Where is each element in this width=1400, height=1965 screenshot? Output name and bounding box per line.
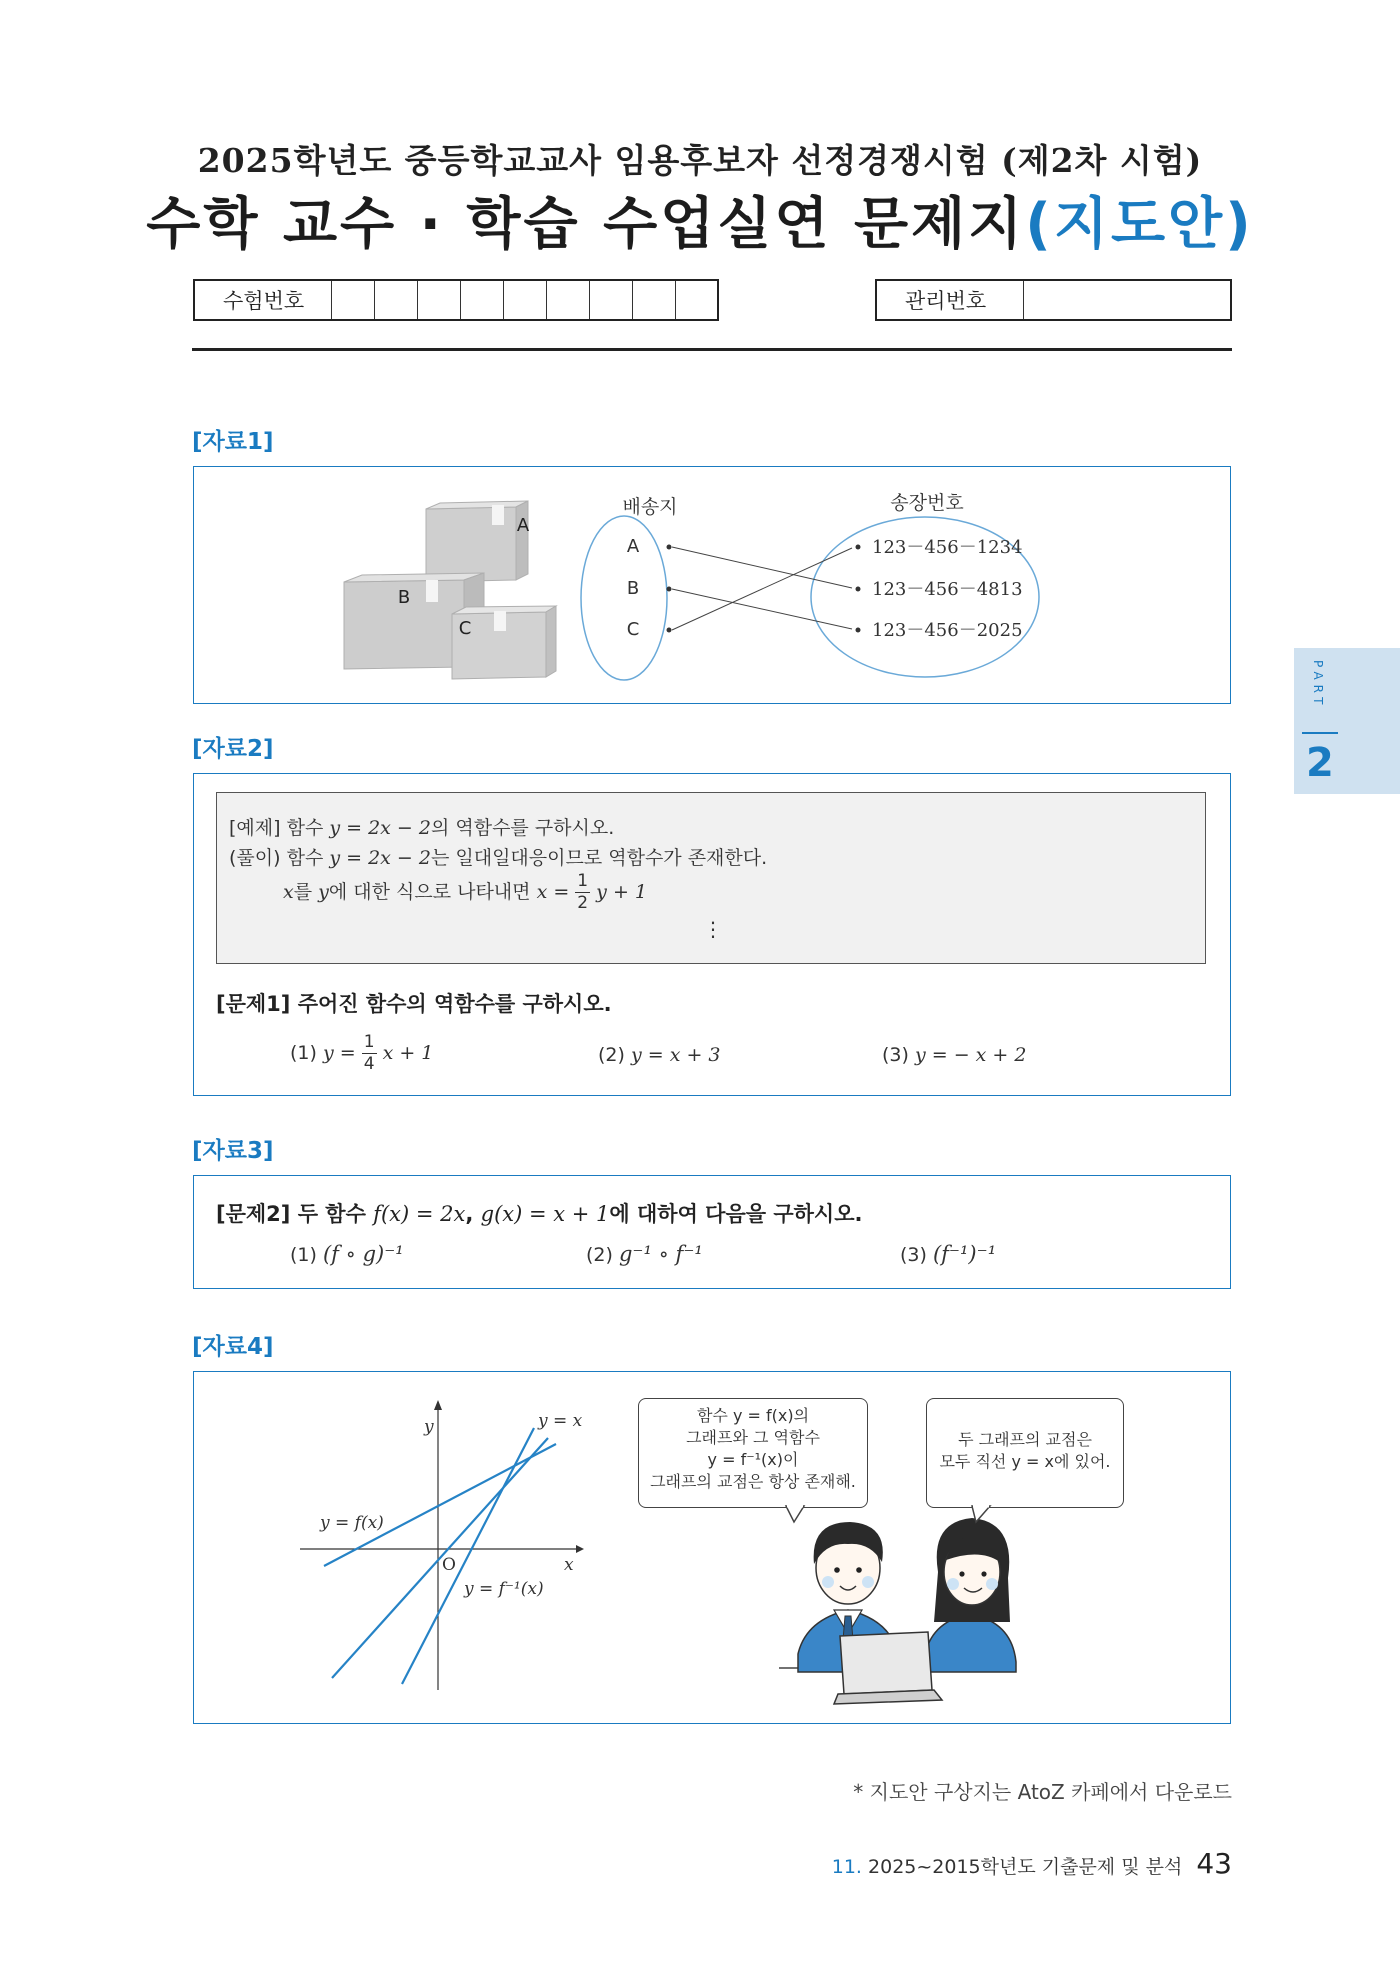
label-y-equals-f: y = f(x)	[320, 1513, 384, 1533]
var-x: x	[283, 881, 294, 903]
left-item-c: C	[626, 619, 640, 640]
exam-number-cell[interactable]	[504, 281, 547, 319]
solution-line	[229, 843, 767, 870]
problem1-title: [문제1] 주어진 함수의 역함수를 구하시오.	[216, 992, 612, 1016]
fraction-one-quarter	[362, 1034, 377, 1073]
problem2-item-2	[586, 1242, 703, 1266]
manage-number-cell[interactable]	[1024, 281, 1230, 319]
solution-prefix: (풀이)	[229, 847, 281, 869]
fraction-numerator: 1	[363, 1032, 375, 1052]
manage-number-label: 관리번호	[877, 281, 1024, 319]
page-number: 43	[1196, 1847, 1232, 1880]
left-dot	[667, 628, 672, 633]
right-dot	[856, 545, 861, 550]
students-illustration	[779, 1518, 1016, 1704]
solution-text: 는 일대일대응이므로 역함수가 존재한다.	[430, 847, 768, 869]
box-label-a: A	[516, 515, 530, 536]
exam-title: 2025학년도 중등학교교사 임용후보자 선정경쟁시험 (제2차 시험)	[197, 141, 1203, 180]
section2-panel	[193, 773, 1231, 1096]
problem2-text: [문제2] 두 함수	[216, 1202, 374, 1226]
box-label-b: B	[397, 587, 411, 608]
problem2-comma: ,	[465, 1202, 481, 1226]
map-arrow-a	[672, 547, 852, 588]
fraction-numerator: 1	[577, 871, 589, 891]
fraction-denominator: 4	[363, 1054, 375, 1074]
right-item-3: 123－456－2025	[872, 620, 1023, 641]
x-axis-arrow	[576, 1545, 584, 1553]
footer-text: 2025~2015학년도 기출문제 및 분석	[868, 1856, 1183, 1878]
function-f: f(x) = 2x	[373, 1202, 466, 1226]
line-f-inverse	[402, 1428, 534, 1684]
y-axis-arrow	[434, 1400, 442, 1410]
section1-label: [자료1]	[192, 429, 274, 455]
exam-number-cell[interactable]	[590, 281, 633, 319]
step-math: x =	[536, 881, 570, 903]
example-box	[216, 792, 1206, 964]
axis-label-x: x	[564, 1555, 574, 1575]
map-arrow-c	[672, 548, 852, 630]
mapping-diagram	[194, 467, 1230, 703]
right-dot	[856, 628, 861, 633]
header-divider	[192, 348, 1232, 351]
left-dot	[667, 545, 672, 550]
item-label: (1)	[290, 1244, 317, 1266]
item-math: y = x + 3	[630, 1044, 721, 1066]
item-math: y =	[322, 1042, 356, 1064]
example-line	[229, 813, 614, 840]
bubble-line: y = f⁻¹(x)이	[707, 1450, 799, 1469]
example-text: 함수	[286, 817, 330, 839]
speech-bubble-girl	[926, 1398, 1124, 1508]
left-item-a: A	[626, 536, 640, 557]
ellipsis: ⋮	[703, 917, 723, 941]
footer-chapter: 11.	[831, 1856, 862, 1878]
item-label: (2)	[586, 1244, 613, 1266]
bubble-line: 두 그래프의 교점은	[958, 1430, 1092, 1449]
axis-label-y: y	[424, 1417, 434, 1437]
exam-number-cell[interactable]	[676, 281, 717, 319]
left-set-ellipse	[581, 516, 667, 680]
right-item-2: 123－456－4813	[872, 579, 1023, 600]
right-set-title: 송장번호	[890, 492, 964, 514]
fraction-one-half	[575, 873, 590, 912]
main-title-paren: (지도안)	[1025, 192, 1254, 257]
label-y-equals-x: y = x	[538, 1411, 583, 1431]
problem2-text: 에 대하여 다음을 구하시오.	[609, 1202, 863, 1226]
function-g: g(x) = x + 1	[480, 1202, 610, 1226]
item-label: (1)	[290, 1042, 317, 1064]
map-arrow-b	[672, 589, 852, 629]
example-text: 의 역함수를 구하시오.	[430, 817, 615, 839]
exam-number-box	[193, 279, 719, 321]
example-prefix: [예제]	[229, 817, 281, 839]
exam-number-label: 수험번호	[195, 281, 332, 319]
section4-panel	[193, 1371, 1231, 1724]
exam-number-cell[interactable]	[375, 281, 418, 319]
exam-number-cell[interactable]	[332, 281, 375, 319]
exam-number-cell[interactable]	[633, 281, 676, 319]
problem2-item-1	[290, 1242, 404, 1266]
page-footer	[832, 1847, 1232, 1880]
exam-number-cell[interactable]	[461, 281, 504, 319]
exam-number-cell[interactable]	[547, 281, 590, 319]
solution-text: 함수	[286, 847, 330, 869]
problem2-item-3	[900, 1242, 996, 1266]
right-item-1: 123－456－1234	[872, 537, 1023, 558]
part-tab-divider	[1302, 732, 1338, 734]
example-function: y = 2x − 2	[329, 817, 431, 839]
section1-panel	[193, 466, 1231, 704]
part-label-text: PART	[1311, 660, 1325, 710]
problem1-item-3	[882, 1044, 1026, 1066]
step-math: y + 1	[596, 881, 647, 903]
item-label: (3)	[900, 1244, 927, 1266]
item-math: g⁻¹ ∘ f⁻¹	[618, 1242, 703, 1266]
bubble-line: 함수 y = f(x)의	[696, 1406, 810, 1425]
exam-number-cell[interactable]	[418, 281, 461, 319]
speech-bubble-boy	[638, 1398, 868, 1508]
item-math: (f ∘ g)⁻¹	[322, 1242, 404, 1266]
box-label-c: C	[458, 618, 472, 639]
item-label: (3)	[882, 1044, 909, 1066]
left-item-b: B	[626, 578, 640, 599]
bubble-line: 그래프와 그 역함수	[686, 1428, 820, 1447]
main-title-text: 수학 교수 · 학습 수업실연 문제지	[146, 192, 1026, 257]
solution-step-line	[283, 873, 647, 912]
manage-number-box	[875, 279, 1232, 321]
origin-label: O	[442, 1555, 456, 1575]
line-f	[324, 1444, 556, 1566]
problem1-item-2	[598, 1044, 721, 1066]
var-y: y	[318, 881, 329, 903]
item-math: x + 1	[382, 1042, 434, 1064]
section3-panel	[193, 1175, 1231, 1289]
section4-label: [자료4]	[192, 1334, 274, 1360]
footnote: * 지도안 구상지는 AtoZ 카페에서 다운로드	[853, 1780, 1232, 1804]
problem2-title	[216, 1198, 862, 1228]
left-dot	[667, 587, 672, 592]
solution-function: y = 2x − 2	[329, 847, 431, 869]
part-tab	[1294, 648, 1400, 794]
item-math: y = − x + 2	[914, 1044, 1027, 1066]
solution-step-text: 를	[293, 881, 319, 903]
section3-label: [자료3]	[192, 1138, 274, 1164]
fraction-denominator: 2	[577, 893, 589, 913]
main-title	[0, 180, 1400, 260]
line-y-equals-x	[332, 1438, 548, 1678]
right-dot	[856, 587, 861, 592]
part-tab-number: 2	[1306, 740, 1334, 786]
bubble-line: 모두 직선 y = x에 있어.	[939, 1452, 1111, 1471]
solution-step-text: 에 대한 식으로 나타내면	[328, 881, 537, 903]
item-math: (f⁻¹)⁻¹	[932, 1242, 997, 1266]
bubble-line: 그래프의 교점은 항상 존재해.	[650, 1472, 856, 1491]
left-set-title: 배송지	[622, 496, 678, 518]
part-tab-label	[1310, 660, 1330, 709]
problem1-item-1	[290, 1034, 433, 1073]
item-label: (2)	[598, 1044, 625, 1066]
label-y-equals-f-inverse: y = f⁻¹(x)	[464, 1579, 544, 1599]
section2-label: [자료2]	[192, 736, 274, 762]
